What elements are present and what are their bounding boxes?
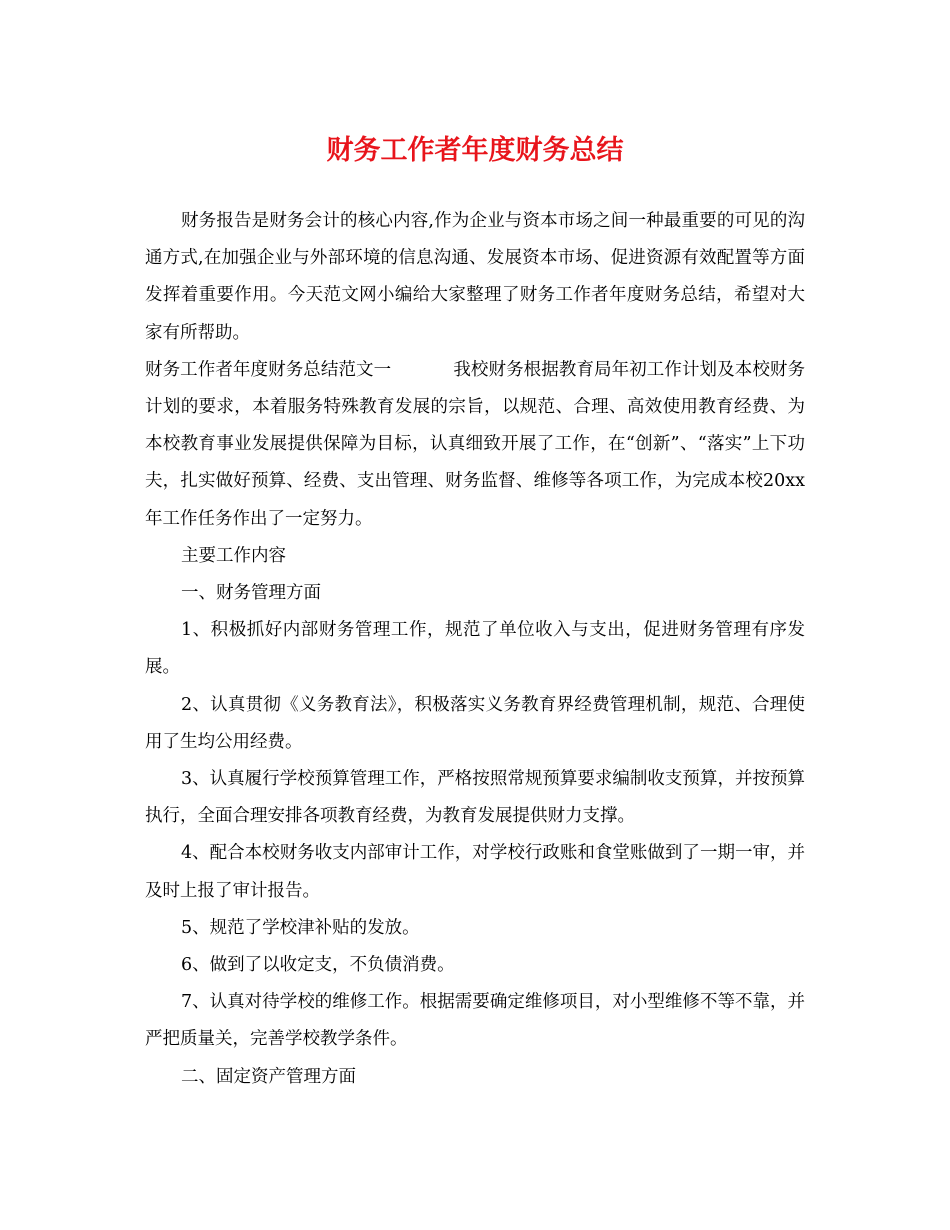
list-item: 7、认真对待学校的维修工作。根据需要确定维修项目，对小型维修不等不靠，并严把质量关，完善学校教学条件。	[145, 992, 805, 1050]
list-item: 3、认真履行学校预算管理工作，严格按照常规预算要求编制收支预算，并按预算执行，全面合理安排各项教育经费，为教育发展提供财力支撑。	[145, 769, 805, 827]
sample-heading: 财务工作者年度财务总结范文一	[145, 359, 392, 380]
intro-paragraph: 财务报告是财务会计的核心内容,作为企业与资本市场之间一种最重要的可见的沟通方式,在加强企业与外部环境的信息沟通、发展资本市场、促进资源有效配置等方面发挥着重要作用。今天范文网小编给大家整理了财务工作者年度财务总结，希望对大家有所帮助。	[145, 211, 805, 343]
list-item: 4、配合本校财务收支内部审计工作，对学校行政账和食堂账做到了一期一审，并及时上报了审计报告。	[145, 843, 805, 901]
sample-body: 我校财务根据教育局年初工作计划及本校财务计划的要求，本着服务特殊教育发展的宗旨，以规范、合理、高效使用教育经费、为本校教育事业发展提供保障为目标，认真细致开展了工作，在“创新”、“落实”上下功夫，扎实做好预算、经费、支出管理、财务监督、维修等各项工作，为完成本校20xx年工作任务作出了一定努力。	[145, 359, 805, 529]
list-item: 1、积极抓好内部财务管理工作，规范了单位收入与支出，促进财务管理有序发展。	[145, 620, 805, 678]
sample-paragraph	[145, 352, 805, 538]
section-heading-main: 主要工作内容	[181, 545, 286, 566]
list-item: 5、规范了学校津补贴的发放。	[181, 917, 420, 938]
document-title: 财务工作者年度财务总结	[326, 135, 624, 166]
list-item: 6、做到了以收定支，不负债消费。	[181, 955, 455, 976]
section-heading-1: 一、财务管理方面	[181, 583, 321, 604]
section-heading-2: 二、固定资产管理方面	[181, 1066, 356, 1087]
document-body	[145, 203, 805, 1096]
list-item: 2、认真贯彻《义务教育法》，积极落实义务教育界经费管理机制，规范、合理使用了生均公用经费。	[145, 694, 805, 752]
